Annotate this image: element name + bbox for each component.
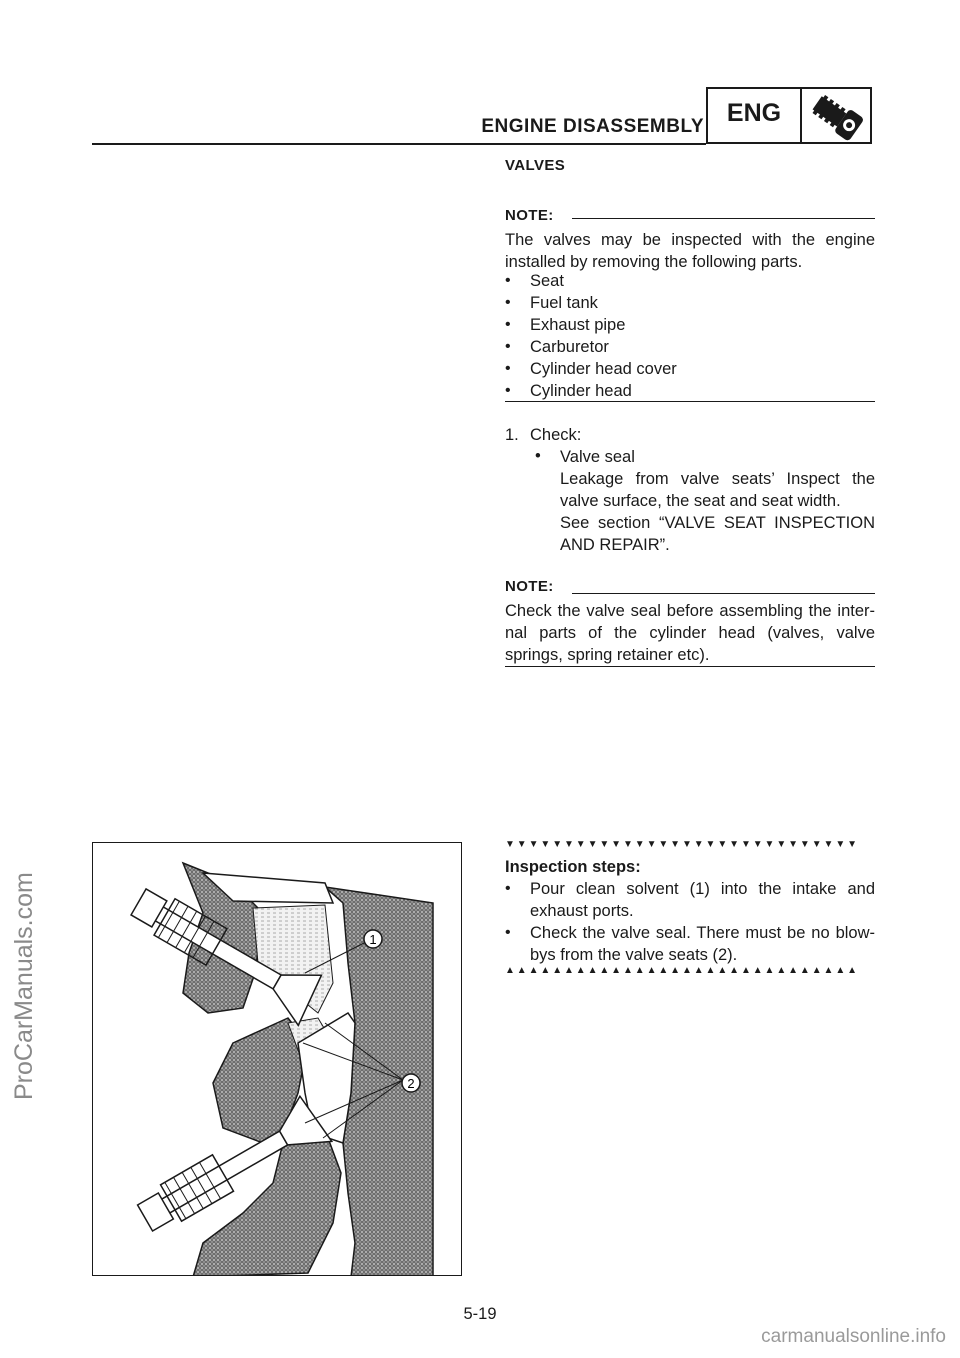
check-reference: See section “VALVE SEAT INSPECTION AND REPAIR”. bbox=[560, 514, 875, 554]
note-label: NOTE: bbox=[505, 207, 554, 224]
list-item: • Cylinder head cover bbox=[505, 358, 875, 380]
cylinder-head-illustration bbox=[93, 843, 462, 1276]
steps-title: Inspection steps: bbox=[505, 858, 641, 876]
note-line bbox=[572, 218, 875, 219]
check-item: Valve seal bbox=[560, 448, 635, 466]
header-rule bbox=[92, 143, 706, 145]
steps-start-marker: ▼▼▼▼▼▼▼▼▼▼▼▼▼▼▼▼▼▼▼▼▼▼▼▼▼▼▼▼▼▼ bbox=[505, 839, 859, 850]
engine-part-icon bbox=[802, 89, 870, 142]
list-item: • Fuel tank bbox=[505, 292, 875, 314]
section-badge bbox=[706, 87, 872, 144]
section-title: VALVES bbox=[505, 157, 566, 174]
side-watermark: ProCarManuals.com bbox=[10, 872, 38, 1100]
list-item: • Cylinder head bbox=[505, 380, 875, 402]
note-end-rule bbox=[505, 666, 875, 667]
section-code: ENG bbox=[708, 89, 802, 142]
header-title: ENGINE DISASSEMBLY bbox=[481, 116, 704, 137]
list-item: • Pour clean solvent (1) into the intake and exhaust ports. bbox=[505, 878, 875, 922]
page-number: 5-19 bbox=[463, 1305, 497, 1323]
step-label: Check: bbox=[530, 426, 582, 444]
bullet: • bbox=[535, 447, 541, 465]
note-text: The valves may be inspected with the engine installed by removing the following parts. bbox=[505, 231, 875, 271]
list-item: • Exhaust pipe bbox=[505, 314, 875, 336]
callout-2: 2 bbox=[407, 1076, 415, 1091]
parts-list bbox=[505, 270, 875, 402]
list-item: • Seat bbox=[505, 270, 875, 292]
note-line bbox=[572, 593, 875, 594]
note-label: NOTE: bbox=[505, 578, 554, 595]
list-item: • Carburetor bbox=[505, 336, 875, 358]
check-detail: Leakage from valve seats’ Inspect the valve surface, the seat and seat width. bbox=[560, 470, 875, 510]
footer-url[interactable]: carmanualsonline.info bbox=[761, 1326, 946, 1347]
steps-end-marker: ▲▲▲▲▲▲▲▲▲▲▲▲▲▲▲▲▲▲▲▲▲▲▲▲▲▲▲▲▲▲ bbox=[505, 965, 859, 976]
step-number: 1. bbox=[505, 426, 519, 444]
steps-list bbox=[505, 878, 875, 966]
note-end-rule bbox=[505, 401, 875, 402]
valve-seal-figure bbox=[92, 842, 462, 1276]
callout-1: 1 bbox=[369, 932, 377, 947]
note-text: Check the valve seal before assembling the inter- nal parts of the cylinder head (valves, valve springs, spring retainer etc). bbox=[505, 602, 875, 664]
list-item: • Check the valve seal. There must be no blow- bys from the valve seats (2). bbox=[505, 922, 875, 966]
